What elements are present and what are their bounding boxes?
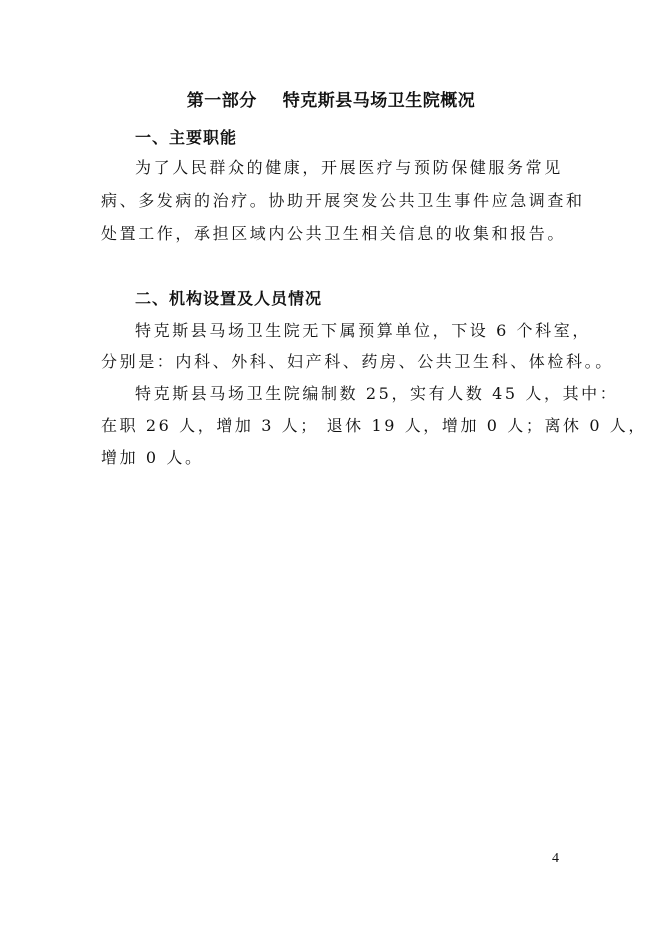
paragraph-line: 特克斯县马场卫生院编制数 25，实有人数 45 人，其中： (135, 384, 619, 403)
section-heading-main-functions: 一、主要职能 (135, 128, 238, 147)
paragraph-line: 病、多发病的治疗。协助开展突发公共卫生事件应急调查和 (101, 191, 585, 210)
paragraph-line: 增加 0 人。 (101, 448, 204, 467)
title-part: 第一部分 (186, 91, 257, 111)
paragraph-line: 为了人民群众的健康，开展医疗与预防保健服务常见 (135, 158, 563, 177)
title-name: 特克斯县马场卫生院概况 (282, 91, 476, 111)
paragraph-line: 特克斯县马场卫生院无下属预算单位，下设 6 个科室， (135, 321, 591, 340)
paragraph-line: 处置工作，承担区域内公共卫生相关信息的收集和报告。 (101, 224, 567, 243)
section-heading-organization: 二、机构设置及人员情况 (135, 289, 323, 308)
page-number: 4 (552, 851, 559, 866)
paragraph-line: 分别是：内科、外科、妇产科、药房、公共卫生科、体检科。。 (101, 352, 614, 371)
page-title (0, 86, 662, 111)
paragraph-line: 在职 26 人，增加 3 人； 退休 19 人，增加 0 人；离休 0 人， (101, 416, 648, 435)
